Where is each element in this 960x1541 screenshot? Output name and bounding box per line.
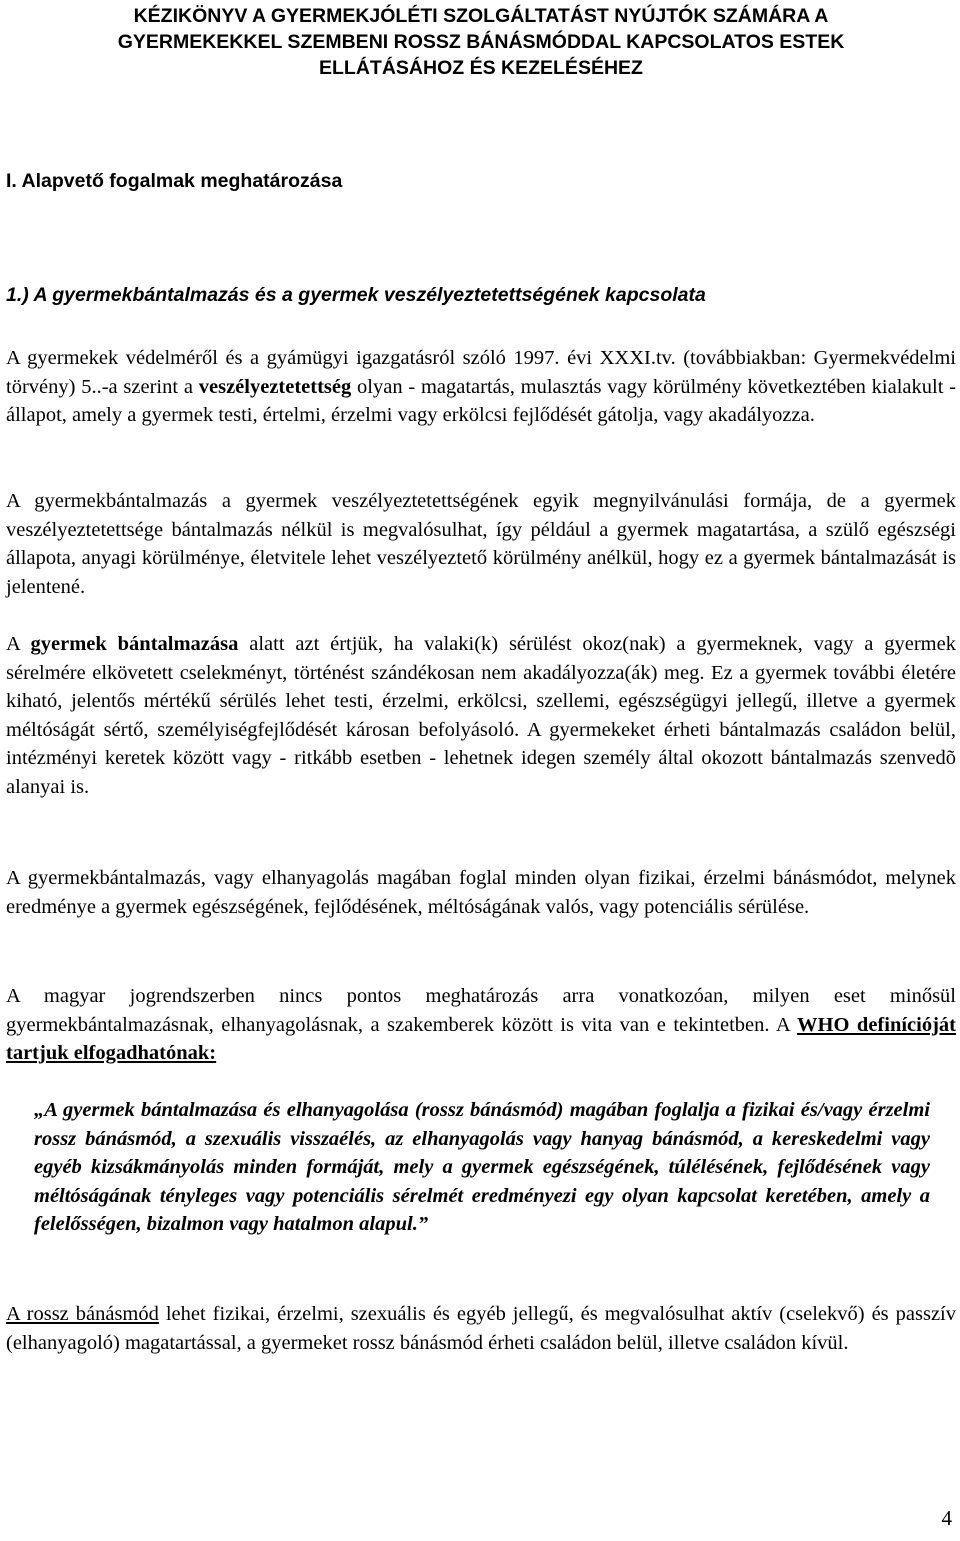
who-definition-label: WHO definícióját tartjuk elfogadhatónak: [6,1013,956,1065]
paragraph-text: A [6,633,31,655]
paragraph-rossz-banasmod [6,1300,956,1357]
subsection-heading: 1.) A gyermekbántalmazás és a gyermek veszélyeztetettségének kapcsolata [6,284,706,306]
paragraph-text: A magyar jogrendszerben nincs pontos meghatározás arra vonatkozóan, milyen eset minősül gyermekbántalmazásnak, elhanyagolásnak, a szakemberek között is vita van e tekintetben. A [6,985,956,1036]
paragraph-text: A gyermekek védelméről és a gyámügyi igazgatásról szóló 1997. évi XXXI.tv. (továbbiakban: Gyermekvédelmi törvény) 5..-a szerint a [6,347,956,398]
paragraph-text: alatt azt értjük, ha valaki(k) sérülést okoz(nak) a gyermeknek, vagy a gyermek sérelmére elkövetett cselekményt, történést szándékosan nem akadályozza(ák) meg. Ez a gyermek további életére kiható, jelentős mértékű sérülés lehet testi, érzelmi, erkölcsi, szellemi, egészségügyi jellegű, illetve a gyermek méltóságát sértő, személyiségfejlődését károsan befolyásoló. A gyermekeket érheti bántalmazás családon belül, intézményi keretek között vagy - ritkább esetben - lehetnek idegen személy által okozott bántalmazás szenvedõ alanyai is. [6,633,956,798]
document-page [6,0,956,1541]
paragraph-veszelyeztetettseg [6,344,956,430]
paragraph-who-intro [6,982,956,1068]
paragraph-elhanyagolas: A gyermekbántalmazás, vagy elhanyagolás magában foglal minden olyan fizikai, érzelmi bánásmódot, melynek eredménye a gyermek egészségének, fejlődésének, méltóságának valós, vagy potenciális sérülése. [6,867,956,918]
underlined-term: A rossz bánásmód [6,1303,159,1325]
title-line-2: GYERMEKEKKEL SZEMBENI ROSSZ BÁNÁSMÓDDAL KAPCSOLATOS ESTEK [117,31,845,53]
paragraph-text: olyan - magatartás, mulasztás vagy körülmény következtében kialakult - állapot, amely a gyermek testi, értelmi, érzelmi vagy erkölcsi fejlődését gátolja, vagy akadályozza. [6,375,956,427]
document-title [6,3,956,81]
emphasis-term: veszélyeztetettség [198,375,352,398]
who-definition-quote: „A gyermek bántalmazása és elhanyagolása (rossz bánásmód) magában foglalja a fizikai és/vagy érzelmi rossz bánásmód, a szexuális visszaélés, az elhanyagolás vagy hanyag bánásmód, a kereskedelmi vagy egyéb kizsákmányolás minden formáját, mely a gyermek egészségének, túlélésének, fejlődésének vagy méltóságának tényleges vagy potenciális sérelmét eredményezi egy olyan kapcsolat keretében, amely a felelősségen, bizalmon vagy hatalmon alapul.” [34,1099,930,1236]
title-line-1: KÉZIKÖNYV A GYERMEKJÓLÉTI SZOLGÁLTATÁST NYÚJTÓK SZÁMÁRA A [133,5,829,27]
paragraph-bantalmazas-definicio [6,630,956,802]
paragraph-text: lehet fizikai, érzelmi, szexuális és egyéb jellegű, és megvalósulhat aktív (cselekvő) és passzív (elhanyagoló) magatartással, a gyermeket rossz bánásmód érheti családon belül, illetve családon kívül. [6,1303,956,1354]
title-line-3: ELLÁTÁSÁHOZ ÉS KEZELÉSÉHEZ [319,57,643,79]
emphasis-term: gyermek bántalmazása [30,633,239,655]
section-heading: I. Alapvető fogalmak meghatározása [6,170,343,192]
paragraph-gyermekbantalmazas: A gyermekbántalmazás a gyermek veszélyeztetettségének egyik megnyilvánulási formája, de a gyermek veszélyeztetettsége bántalmazás nélkül is megvalósulhat, így például a gyermek magatartása, a szülő egészségi állapota, anyagi körülménye, életvitele lehet veszélyeztető körülmény anélkül, hogy ez a gyermek bántalmazását is jelentené. [6,490,956,598]
page-number: 4 [941,1506,952,1530]
